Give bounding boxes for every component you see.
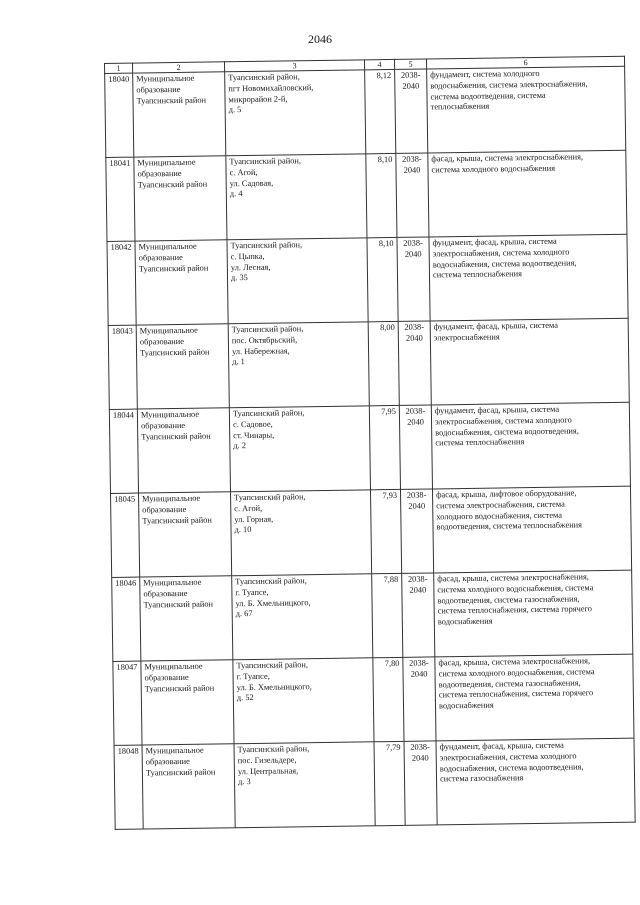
municipality-line: Муниципальное xyxy=(140,409,200,420)
table-row xyxy=(109,402,630,493)
works-cell xyxy=(430,318,629,405)
area-value: 8,00 xyxy=(368,321,399,405)
works-line: водоснабжения, система водоотведения, xyxy=(432,258,577,270)
municipality-line: Туапсинский район xyxy=(137,179,208,190)
address-line: ст. Чинары, xyxy=(233,430,275,440)
works-line: система теплоснабжения xyxy=(432,269,523,280)
works-line: система холодного водоснабжения xyxy=(431,163,556,175)
works-line: система теплоснабжения, система горячего xyxy=(437,604,593,616)
municipality-line: образование xyxy=(144,672,189,683)
municipality-line: Туапсинский район xyxy=(144,683,215,694)
municipality-line: Муниципальное xyxy=(136,73,195,84)
period-cell xyxy=(397,237,430,321)
works-line: фасад, крыша, лифтовое оборудование, xyxy=(435,488,577,500)
municipality-line: образование xyxy=(136,84,181,95)
address-line: Туапсинский район, xyxy=(236,660,309,671)
works-line: водоснабжения, система водоотведения, xyxy=(439,761,584,773)
works-line: электроснабжения, система холодного xyxy=(434,415,572,427)
table-row xyxy=(106,150,627,241)
period-line: 2038- xyxy=(410,742,430,752)
area-value: 7,80 xyxy=(373,657,404,741)
record-number: 18043 xyxy=(108,325,137,409)
period-line: 2038- xyxy=(405,406,426,416)
municipality-line: образование xyxy=(141,420,186,431)
works-line: водоотведения, система газоснабжения, xyxy=(438,677,581,689)
period-line: 2038- xyxy=(406,490,427,500)
period-line: 2038- xyxy=(402,154,422,164)
works-line: фундамент, фасад, крыша, система xyxy=(432,236,557,248)
period-cell xyxy=(400,489,433,573)
address-line: ул. Лесная, xyxy=(230,262,271,272)
address-line: с. Агой, xyxy=(229,167,258,178)
address-line: д. 3 xyxy=(237,777,251,787)
address-line: микрорайон 2-й, xyxy=(228,94,288,104)
municipality-cell xyxy=(140,576,233,661)
header-col-4: 4 xyxy=(364,59,394,69)
address-line: д. 10 xyxy=(234,525,252,535)
address-line: ул. Центральная, xyxy=(237,765,299,776)
address-line: ул. Садовая, xyxy=(229,178,274,188)
works-line: фундамент, фасад, крыша, система xyxy=(439,740,564,752)
address-line: Туапсинский район, xyxy=(229,156,301,167)
record-number: 18045 xyxy=(111,493,140,577)
period-cell xyxy=(402,573,435,657)
record-number: 18046 xyxy=(112,577,141,661)
address-line: Туапсинский район, xyxy=(228,72,300,83)
address-line: Туапсинский район, xyxy=(235,576,307,587)
period-line: 2040 xyxy=(411,753,429,763)
register-table xyxy=(104,56,636,830)
page-number: 2046 xyxy=(308,32,332,46)
record-number: 18042 xyxy=(107,241,136,325)
record-number: 18048 xyxy=(114,745,143,829)
period-cell xyxy=(399,405,432,489)
works-cell xyxy=(434,570,633,657)
works-cell xyxy=(429,234,628,321)
period-cell xyxy=(403,657,436,741)
address-cell xyxy=(225,70,366,156)
municipality-cell xyxy=(133,72,226,157)
works-line: водоснабжения xyxy=(438,700,494,711)
header-col-1: 1 xyxy=(105,63,133,73)
address-line: ул. Горная, xyxy=(234,514,274,524)
municipality-cell xyxy=(135,240,228,325)
period-line: 2038- xyxy=(403,238,423,248)
works-line: холодного водоснабжения, система xyxy=(436,510,563,521)
period-cell xyxy=(395,69,428,153)
period-line: 2038- xyxy=(400,70,421,80)
address-line: Туапсинский район, xyxy=(232,408,305,419)
municipality-line: Муниципальное xyxy=(144,661,203,672)
works-line: фундамент, система холодного xyxy=(430,68,540,80)
address-line: г. Туапсе, xyxy=(236,671,270,682)
municipality-line: Туапсинский район xyxy=(139,347,210,358)
address-line: ул. Б. Хмельницкого, xyxy=(236,681,312,692)
address-line: Туапсинский район, xyxy=(237,744,310,755)
table-row xyxy=(105,66,626,157)
works-line: фасад, крыша, система электроснабжения, xyxy=(431,152,584,164)
record-number: 18040 xyxy=(105,73,134,157)
record-number: 18047 xyxy=(113,661,142,745)
works-line: фасад, крыша, система электроснабжения, xyxy=(438,656,591,668)
address-line: д. 2 xyxy=(233,441,247,451)
address-line: Туапсинский район, xyxy=(230,240,303,251)
header-col-3: 3 xyxy=(224,60,364,72)
address-line: д. 4 xyxy=(229,189,243,199)
address-line: с. Садовое, xyxy=(232,419,273,430)
address-line: д. 5 xyxy=(228,105,242,115)
area-value: 7,93 xyxy=(370,489,401,573)
works-cell xyxy=(428,150,627,237)
period-cell xyxy=(396,153,429,237)
works-line: теплоснабжения xyxy=(430,102,490,112)
municipality-line: Туапсинский район xyxy=(136,95,207,106)
works-line: система теплоснабжения xyxy=(435,437,525,448)
works-line: водоснабжения, система водоотведения, xyxy=(435,426,579,438)
municipality-line: Муниципальное xyxy=(138,241,197,252)
area-value: 8,10 xyxy=(367,237,398,321)
table-body xyxy=(105,66,636,829)
address-cell xyxy=(234,742,375,828)
period-line: 2040 xyxy=(409,585,427,595)
municipality-line: Муниципальное xyxy=(139,325,198,336)
area-value: 7,95 xyxy=(369,405,400,489)
address-cell xyxy=(229,406,370,492)
address-cell xyxy=(232,574,373,660)
address-line: г. Туапсе, xyxy=(235,587,269,598)
municipality-line: образование xyxy=(137,168,182,179)
works-cell xyxy=(435,654,634,741)
period-line: 2040 xyxy=(410,669,428,679)
table-row xyxy=(114,738,635,829)
address-line: пос. Октябрьский, xyxy=(231,335,298,346)
address-cell xyxy=(226,154,367,240)
period-line: 2040 xyxy=(402,81,420,91)
municipality-line: Муниципальное xyxy=(143,577,202,588)
period-line: 2038- xyxy=(409,658,429,668)
address-cell xyxy=(230,490,371,576)
period-line: 2040 xyxy=(405,333,423,343)
works-line: водоснабжения xyxy=(437,616,493,627)
municipality-cell xyxy=(139,492,232,577)
municipality-line: Туапсинский район xyxy=(138,263,209,274)
municipality-line: Туапсинский район xyxy=(143,599,214,610)
works-cell xyxy=(432,486,631,573)
municipality-cell xyxy=(136,324,229,409)
works-line: система холодного водоснабжения, система xyxy=(437,583,594,595)
address-line: д. 35 xyxy=(230,273,248,283)
record-number: 18041 xyxy=(106,157,135,241)
municipality-cell xyxy=(137,408,230,493)
works-line: электроснабжения xyxy=(433,332,500,343)
area-value: 7,88 xyxy=(372,573,403,657)
municipality-line: образование xyxy=(145,756,190,767)
works-line: фасад, крыша, система электроснабжения, xyxy=(437,572,589,584)
period-line: 2038- xyxy=(407,574,428,584)
works-line: фундамент, фасад, крыша, система xyxy=(433,320,558,332)
table-row xyxy=(113,654,634,745)
works-line: электроснабжения, система холодного xyxy=(439,751,577,763)
address-line: с. Агой, xyxy=(234,503,263,514)
register-table-wrapper xyxy=(104,56,635,830)
area-value: 7,79 xyxy=(374,741,405,825)
works-cell xyxy=(436,738,635,825)
municipality-line: Муниципальное xyxy=(142,493,201,504)
address-line: д. 52 xyxy=(236,693,254,703)
works-line: водоотведения, система газоснабжения, xyxy=(437,594,580,605)
header-col-6: 6 xyxy=(426,56,624,69)
address-line: с. Цыпка, xyxy=(230,251,265,262)
municipality-line: образование xyxy=(139,336,185,347)
municipality-line: Муниципальное xyxy=(137,157,196,168)
address-line: д. 67 xyxy=(235,609,253,619)
period-cell xyxy=(404,741,437,825)
works-line: система электроснабжения, система xyxy=(436,499,565,511)
period-line: 2040 xyxy=(407,417,424,427)
address-cell xyxy=(233,658,374,744)
address-cell xyxy=(228,322,369,408)
table-row xyxy=(111,486,632,577)
address-line: пос. Гизельдере, xyxy=(237,755,297,765)
municipality-line: Туапсинский район xyxy=(142,515,212,526)
table-row xyxy=(112,570,633,661)
period-line: 2040 xyxy=(404,249,422,259)
address-cell xyxy=(227,238,368,324)
works-line: электроснабжения, система холодного xyxy=(432,247,570,259)
address-line: Туапсинский район, xyxy=(234,492,306,503)
works-cell xyxy=(427,66,626,153)
period-line: 2040 xyxy=(403,165,421,175)
table-row xyxy=(108,318,629,409)
area-value: 8,10 xyxy=(366,153,397,237)
period-line: 2038- xyxy=(404,322,425,332)
period-cell xyxy=(398,321,431,405)
area-value: 8,12 xyxy=(365,69,396,153)
header-col-2: 2 xyxy=(133,62,225,73)
municipality-cell xyxy=(141,660,234,745)
works-line: система теплоснабжения, система горячего xyxy=(438,688,594,700)
municipality-line: Туапсинский район xyxy=(141,431,211,442)
works-line: система холодного водоснабжения, система xyxy=(438,667,595,679)
period-line: 2040 xyxy=(408,501,426,511)
address-line: Туапсинский район, xyxy=(231,324,304,335)
address-line: пгт Новомихайловский, xyxy=(228,82,314,94)
municipality-cell xyxy=(142,744,235,829)
municipality-line: образование xyxy=(143,588,188,599)
works-line: система газоснабжения xyxy=(439,773,524,784)
address-line: ул. Б. Хмельницкого, xyxy=(235,597,311,608)
municipality-line: Туапсинский район xyxy=(145,767,216,778)
works-line: водоотведения, система теплоснабжения xyxy=(436,520,583,532)
works-line: фундамент, фасад, крыша, система xyxy=(434,404,560,416)
municipality-line: образование xyxy=(142,504,187,515)
header-col-5: 5 xyxy=(394,59,426,69)
address-line: ул. Набережная, xyxy=(231,346,290,356)
municipality-line: образование xyxy=(138,252,183,263)
works-line: водоснабжения, система электроснабжения, xyxy=(430,79,588,91)
municipality-cell xyxy=(134,156,227,241)
record-number: 18044 xyxy=(109,409,138,493)
table-row xyxy=(107,234,628,325)
address-line: д. 1 xyxy=(232,357,245,367)
municipality-line: Муниципальное xyxy=(145,745,204,756)
works-cell xyxy=(431,402,630,489)
works-line: система водоотведения, система xyxy=(430,90,546,102)
